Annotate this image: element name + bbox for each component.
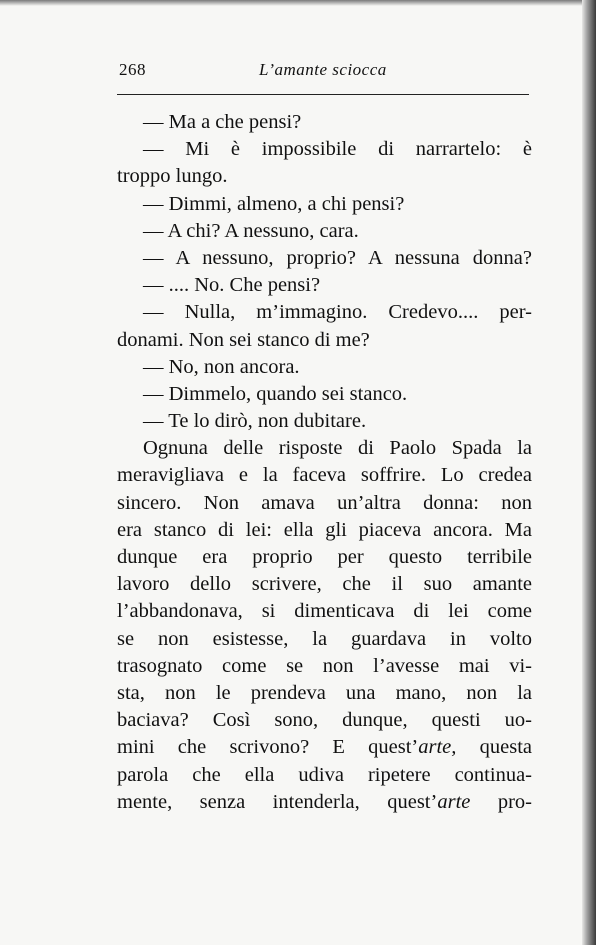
body-text xyxy=(117,109,532,816)
text-line: — Dimmi, almeno, a chi pensi? xyxy=(143,192,405,215)
text-line: lavoro dello scrivere, che il suo amante xyxy=(117,573,532,596)
text-line: meravigliava e la faceva soffrire. Lo credea xyxy=(117,464,532,487)
header-rule xyxy=(117,94,529,95)
text-line: — Te lo dirò, non dubitare. xyxy=(143,410,367,433)
text-line: — Nulla, m’immagino. Credevo.... per- xyxy=(143,301,532,324)
text-line: trasognato come se non l’avesse mai vi- xyxy=(117,654,532,677)
text-segment: mini che scrivono? E quest’ xyxy=(117,736,419,759)
text-line: — Dimmelo, quando sei stanco. xyxy=(143,382,408,405)
italic-word: arte xyxy=(437,790,471,813)
text-line: — Ma a che pensi? xyxy=(143,111,302,133)
text-segment: questa xyxy=(456,736,532,759)
text-line: l’abbandonava, si dimenticava di lei come xyxy=(117,600,532,623)
text-line-mixed xyxy=(117,789,532,816)
text-line: baciava? Così sono, dunque, questi uo- xyxy=(117,709,532,732)
text-line: donami. Non sei stanco di me? xyxy=(117,328,370,351)
page-binding-edge xyxy=(582,0,596,945)
text-line: — A nessuno, proprio? A nessuna donna? xyxy=(143,246,532,269)
running-title: L’amante sciocca xyxy=(259,60,387,79)
text-line: — No, non ancora. xyxy=(143,355,300,378)
text-line: — .... No. Che pensi? xyxy=(143,274,321,297)
running-head xyxy=(119,60,529,84)
text-segment: mente, senza intenderla, quest’ xyxy=(117,790,438,813)
page-top-edge xyxy=(0,0,596,6)
text-line: era stanco di lei: ella gli piaceva ancora. Ma xyxy=(117,518,532,541)
text-line: troppo lungo. xyxy=(117,165,228,188)
text-line: sincero. Non amava un’altra donna: non xyxy=(117,491,532,514)
text-line: dunque era proprio per questo terribile xyxy=(117,546,532,568)
text-line: parola che ella udiva ripetere continua- xyxy=(117,763,532,786)
text-line-mixed xyxy=(117,734,532,761)
text-line: se non esistesse, la guardava in volto xyxy=(117,627,532,650)
text-segment: pro- xyxy=(470,790,532,813)
text-line: Ognuna delle risposte di Paolo Spada la xyxy=(143,437,532,460)
text-line: sta, non le prendeva una mano, non la xyxy=(117,681,532,704)
italic-word: arte, xyxy=(418,736,457,759)
page-number: 268 xyxy=(119,60,146,79)
text-line: — A chi? A nessuno, cara. xyxy=(143,219,359,242)
text-line: — Mi è impossibile di narrartelo: è xyxy=(143,138,532,161)
